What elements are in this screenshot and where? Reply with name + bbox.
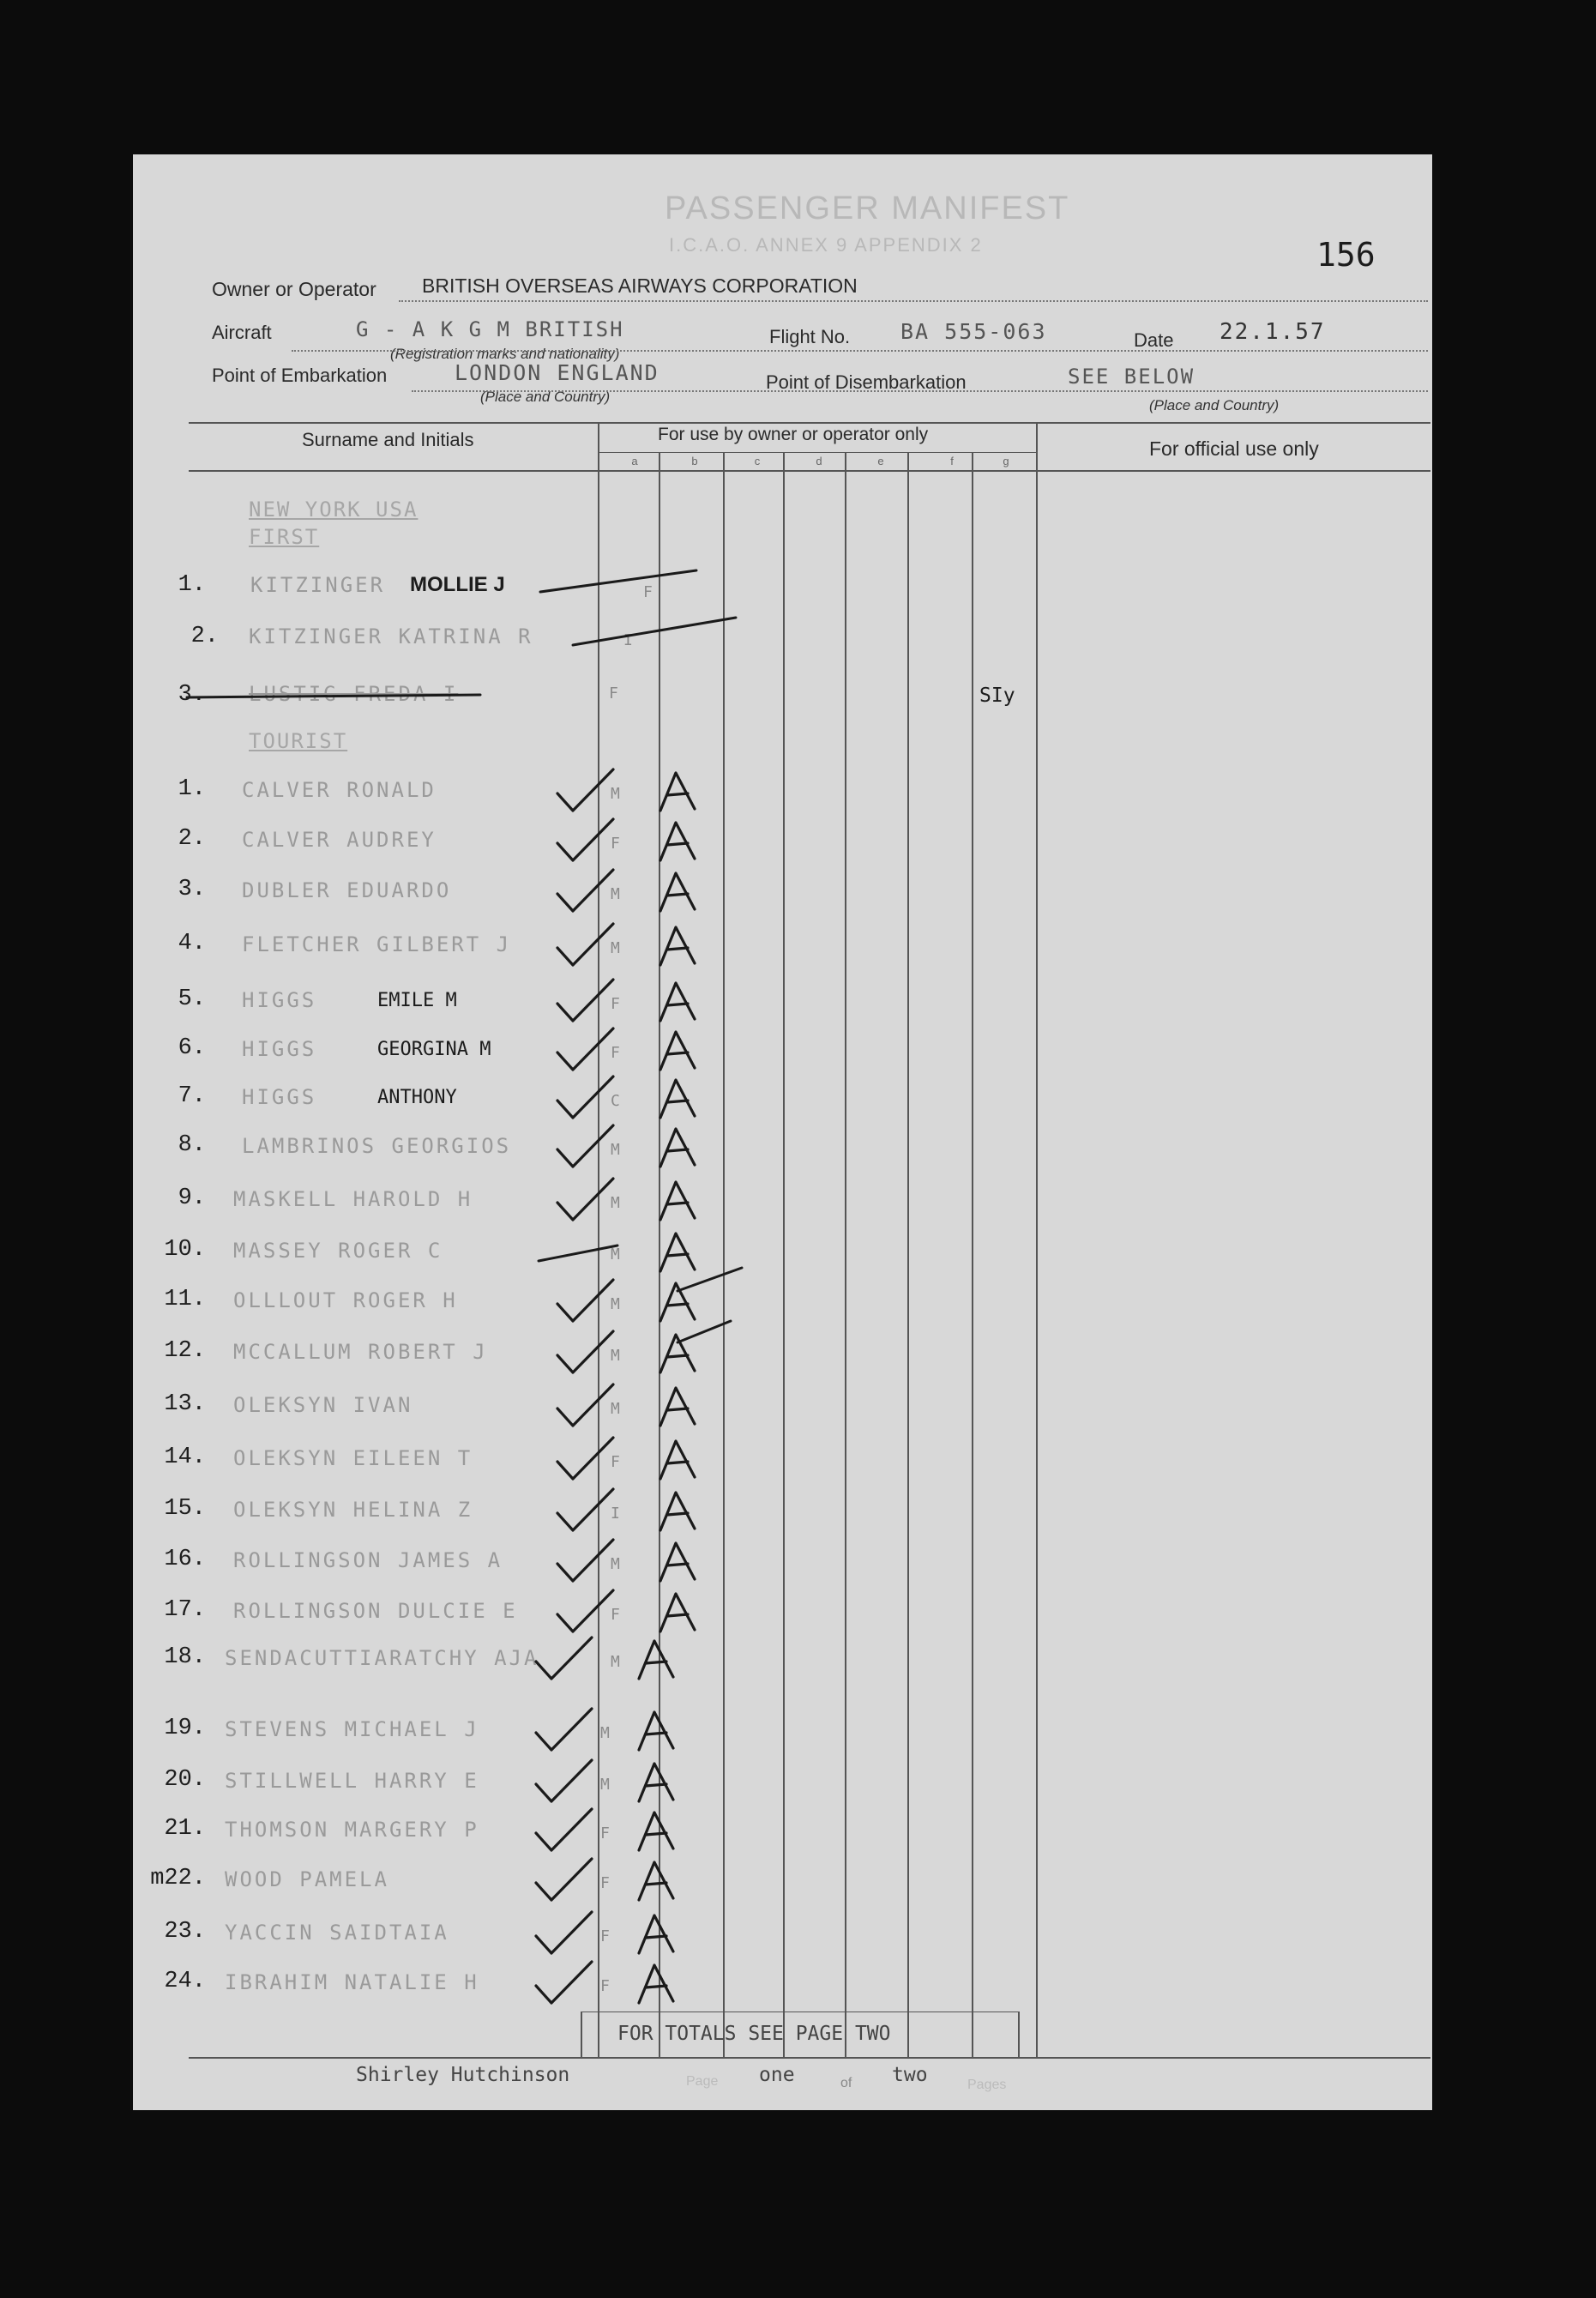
- embark-label: Point of Embarkation: [212, 365, 388, 386]
- first-row-1-name: KITZINGER: [250, 573, 386, 597]
- first-row-2-num: 2.: [190, 624, 219, 649]
- a-mark-icon: [639, 1764, 673, 1801]
- date-label: Date: [1134, 329, 1174, 351]
- check-mark-icon: [557, 870, 613, 911]
- a-mark-icon: [639, 1812, 673, 1850]
- section-destination: NEW YORK USA: [249, 498, 419, 522]
- tourist-row-num: 13.: [164, 1391, 206, 1417]
- check-mark-icon: [557, 1384, 613, 1426]
- disembark-value: SEE BELOW: [1068, 365, 1195, 389]
- check-mark-icon: [536, 1859, 592, 1900]
- check-mark-icon: [536, 1809, 592, 1850]
- tourist-row-name: OLLLOUT ROGER H: [233, 1288, 458, 1312]
- check-mark-icon: [557, 1438, 613, 1479]
- page-label: Page: [686, 2074, 719, 2089]
- tourist-row-sex: M: [611, 1246, 620, 1264]
- a-mark-icon: [660, 1233, 695, 1271]
- tourist-row-num: 18.: [164, 1644, 206, 1670]
- page-number: 156: [1316, 236, 1376, 274]
- tourist-row-sex: M: [611, 1555, 620, 1573]
- aircraft-note: (Registration marks and nationality): [390, 346, 620, 362]
- tourist-row-name: YACCIN SAIDTAIA: [225, 1921, 449, 1945]
- check-mark-icon: [536, 1638, 592, 1679]
- tourist-row-name: MASSEY ROGER C: [233, 1239, 443, 1263]
- form-title: PASSENGER MANIFEST: [665, 190, 1070, 226]
- col-surname-header: Surname and Initials: [302, 429, 474, 450]
- first-row-3-official-mark: SIy: [979, 685, 1015, 707]
- tourist-row-sex: I: [611, 1505, 620, 1523]
- tourist-row-sex: M: [611, 885, 620, 903]
- tourist-row-name: OLEKSYN HELINA Z: [233, 1498, 473, 1522]
- tourist-row-sex: F: [600, 1825, 610, 1843]
- subcol-c: c: [754, 455, 761, 467]
- first-row-3-num: 3.: [178, 682, 206, 708]
- a-mark-icon: [639, 1641, 673, 1679]
- tourist-row-name: HIGGS: [242, 1037, 317, 1061]
- a-mark-icon: [660, 1335, 695, 1372]
- tourist-row-num: 15.: [164, 1496, 206, 1522]
- subcol-d: d: [816, 455, 822, 467]
- a-mark-icon: [660, 823, 695, 860]
- tourist-row-name: MCCALLUM ROBERT J: [233, 1340, 488, 1364]
- a-mark-icon: [660, 1594, 695, 1632]
- a-mark-icon: [639, 1965, 673, 2003]
- tourist-row-name: CALVER AUDREY: [242, 828, 437, 852]
- subcol-g: g: [1003, 455, 1009, 467]
- strike-mark: [573, 618, 736, 645]
- subcol-a: a: [631, 455, 638, 467]
- tourist-row-name: FLETCHER GILBERT J: [242, 932, 512, 956]
- first-row-2-name: KITZINGER KATRINA R: [249, 624, 533, 648]
- tourist-row-name: DUBLER EDUARDO: [242, 878, 452, 902]
- check-mark-icon: [557, 1077, 613, 1118]
- a-mark-icon: [660, 1493, 695, 1530]
- tourist-row-name: MASKELL HAROLD H: [233, 1187, 473, 1211]
- tourist-row-name: HIGGS: [242, 988, 317, 1012]
- tourist-row-name: OLEKSYN EILEEN T: [233, 1446, 473, 1470]
- tourist-row-num: 6.: [178, 1035, 206, 1061]
- disembark-label: Point of Disembarkation: [766, 371, 967, 393]
- tourist-row-sex: F: [600, 1977, 610, 1995]
- tourist-row-sex: M: [600, 1776, 610, 1794]
- col-owner-header: For use by owner or operator only: [658, 425, 929, 444]
- tourist-row-name: ROLLINGSON JAMES A: [233, 1548, 503, 1572]
- check-mark-icon: [557, 769, 613, 811]
- check-mark-icon: [557, 1028, 613, 1070]
- tourist-row-sex: M: [611, 1653, 620, 1671]
- aircraft-value: G - A K G M BRITISH: [356, 317, 624, 341]
- tourist-row-num: 21.: [164, 1816, 206, 1842]
- a-mark-icon: [660, 1283, 695, 1321]
- tourist-row-sex: F: [611, 995, 620, 1013]
- tourist-row-num: 2.: [178, 826, 206, 852]
- tourist-row-num: 5.: [178, 986, 206, 1012]
- a-mark-icon: [660, 873, 695, 911]
- tourist-row-sex: F: [611, 1606, 620, 1624]
- tourist-row-num: 12.: [164, 1338, 206, 1364]
- embark-value: LONDON ENGLAND: [455, 360, 659, 385]
- tourist-row-name: THOMSON MARGERY P: [225, 1818, 479, 1842]
- disembark-note: (Place and Country): [1149, 397, 1280, 413]
- first-row-2-sex: I: [623, 631, 633, 649]
- totals-note: FOR TOTALS SEE PAGE TWO: [617, 2023, 891, 2045]
- tourist-row-sex: M: [611, 1295, 620, 1313]
- tourist-row-sex: M: [611, 1141, 620, 1159]
- check-mark-icon: [557, 1489, 613, 1530]
- subcol-e: e: [877, 455, 884, 467]
- tourist-row-sex: F: [611, 835, 620, 853]
- tourist-row-num: 1.: [178, 776, 206, 802]
- first-row-1-extra: MOLLIE J: [410, 573, 505, 596]
- signature: Shirley Hutchinson: [356, 2064, 570, 2086]
- tourist-row-name: OLEKSYN IVAN: [233, 1393, 413, 1417]
- date-value: 22.1.57: [1220, 319, 1326, 345]
- tourist-row-given-name: EMILE M: [377, 990, 457, 1011]
- a-mark-icon: [660, 1543, 695, 1581]
- check-mark-icon: [557, 1540, 613, 1581]
- tourist-row-sex: M: [611, 1194, 620, 1212]
- tourist-row-sex: M: [611, 939, 620, 957]
- of-label: of: [840, 2076, 852, 2090]
- check-mark-icon: [557, 1280, 613, 1321]
- strike-mark: [539, 1246, 617, 1261]
- tourist-row-num: 14.: [164, 1445, 206, 1470]
- tourist-row-sex: F: [600, 1927, 610, 1945]
- tourist-row-num: 4.: [178, 931, 206, 956]
- tourist-row-name: SENDACUTTIARATCHY AJA: [225, 1646, 539, 1670]
- check-mark-icon: [557, 980, 613, 1021]
- check-mark-icon: [536, 1962, 592, 2003]
- a-mark-icon: [639, 1862, 673, 1900]
- strike-mark: [678, 1268, 742, 1291]
- check-mark-icon: [557, 1125, 613, 1167]
- first-row-3-name: LUSTIG FREDA I: [249, 682, 459, 706]
- tourist-row-num: 24.: [164, 1969, 206, 1994]
- flight-value: BA 555-063: [900, 319, 1047, 344]
- a-mark-icon: [660, 1129, 695, 1167]
- a-mark-icon: [639, 1915, 673, 1953]
- check-mark-icon: [557, 924, 613, 965]
- tourist-row-num: 19.: [164, 1716, 206, 1741]
- first-row-1-sex: F: [643, 583, 653, 601]
- strike-mark: [540, 570, 696, 592]
- total-pages: two: [892, 2064, 928, 2086]
- a-mark-icon: [639, 1712, 673, 1750]
- tourist-row-num: 20.: [164, 1767, 206, 1793]
- tourist-row-num: 3.: [178, 877, 206, 902]
- tourist-row-sex: F: [611, 1044, 620, 1062]
- tourist-row-num: 16.: [164, 1547, 206, 1572]
- tourist-row-sex: F: [600, 1874, 610, 1892]
- a-mark-icon: [660, 1032, 695, 1070]
- a-mark-icon: [660, 983, 695, 1021]
- embark-note: (Place and Country): [480, 389, 611, 405]
- tourist-row-name: STEVENS MICHAEL J: [225, 1717, 479, 1741]
- tourist-row-name: STILLWELL HARRY E: [225, 1769, 479, 1793]
- tourist-row-num: m22.: [150, 1866, 206, 1891]
- tourist-row-num: 17.: [164, 1597, 206, 1623]
- section-tourist: TOURIST: [249, 729, 348, 753]
- check-mark-icon: [557, 1331, 613, 1372]
- check-mark-icon: [536, 1912, 592, 1953]
- col-official-header: For official use only: [1149, 437, 1319, 460]
- a-mark-icon: [660, 1388, 695, 1426]
- first-row-1-num: 1.: [178, 572, 206, 598]
- check-mark-icon: [536, 1709, 592, 1750]
- strike-mark: [187, 695, 480, 697]
- tourist-row-name: CALVER RONALD: [242, 778, 437, 802]
- a-mark-icon: [660, 1080, 695, 1118]
- tourist-row-name: IBRAHIM NATALIE H: [225, 1970, 479, 1994]
- tourist-row-sex: M: [611, 785, 620, 803]
- subcol-b: b: [691, 455, 698, 467]
- tourist-row-name: WOOD PAMELA: [225, 1867, 389, 1891]
- tourist-row-given-name: ANTHONY: [377, 1087, 457, 1108]
- section-first: FIRST: [249, 525, 320, 549]
- tourist-row-num: 8.: [178, 1132, 206, 1158]
- subcol-f: f: [950, 455, 954, 467]
- a-mark-icon: [660, 773, 695, 811]
- tourist-row-sex: M: [611, 1347, 620, 1365]
- strike-mark: [678, 1321, 731, 1342]
- tourist-row-name: LAMBRINOS GEORGIOS: [242, 1134, 512, 1158]
- tourist-row-num: 9.: [178, 1185, 206, 1211]
- check-mark-icon: [557, 1590, 613, 1632]
- tourist-row-name: HIGGS: [242, 1085, 317, 1109]
- first-row-3-sex: F: [609, 685, 618, 703]
- tourist-row-num: 11.: [164, 1287, 206, 1312]
- tourist-row-sex: M: [600, 1724, 610, 1742]
- pages-label: Pages: [967, 2078, 1007, 2092]
- tourist-row-sex: F: [611, 1453, 620, 1471]
- tourist-row-num: 10.: [164, 1237, 206, 1263]
- a-mark-icon: [660, 1182, 695, 1220]
- tourist-row-given-name: GEORGINA M: [377, 1039, 491, 1060]
- owner-label: Owner or Operator: [212, 278, 376, 300]
- tourist-row-num: 23.: [164, 1919, 206, 1945]
- check-mark-icon: [557, 1179, 613, 1220]
- check-mark-icon: [536, 1760, 592, 1801]
- flight-label: Flight No.: [769, 326, 851, 347]
- tourist-row-sex: C: [611, 1092, 620, 1110]
- a-mark-icon: [660, 927, 695, 965]
- owner-value: BRITISH OVERSEAS AIRWAYS CORPORATION: [422, 274, 858, 297]
- a-mark-icon: [660, 1441, 695, 1479]
- tourist-row-num: 7.: [178, 1083, 206, 1109]
- page-value: one: [759, 2064, 795, 2086]
- tourist-row-sex: M: [611, 1400, 620, 1418]
- check-mark-icon: [557, 819, 613, 860]
- aircraft-label: Aircraft: [212, 322, 272, 343]
- form-subtitle: I.C.A.O. ANNEX 9 APPENDIX 2: [669, 234, 983, 256]
- tourist-row-name: ROLLINGSON DULCIE E: [233, 1599, 518, 1623]
